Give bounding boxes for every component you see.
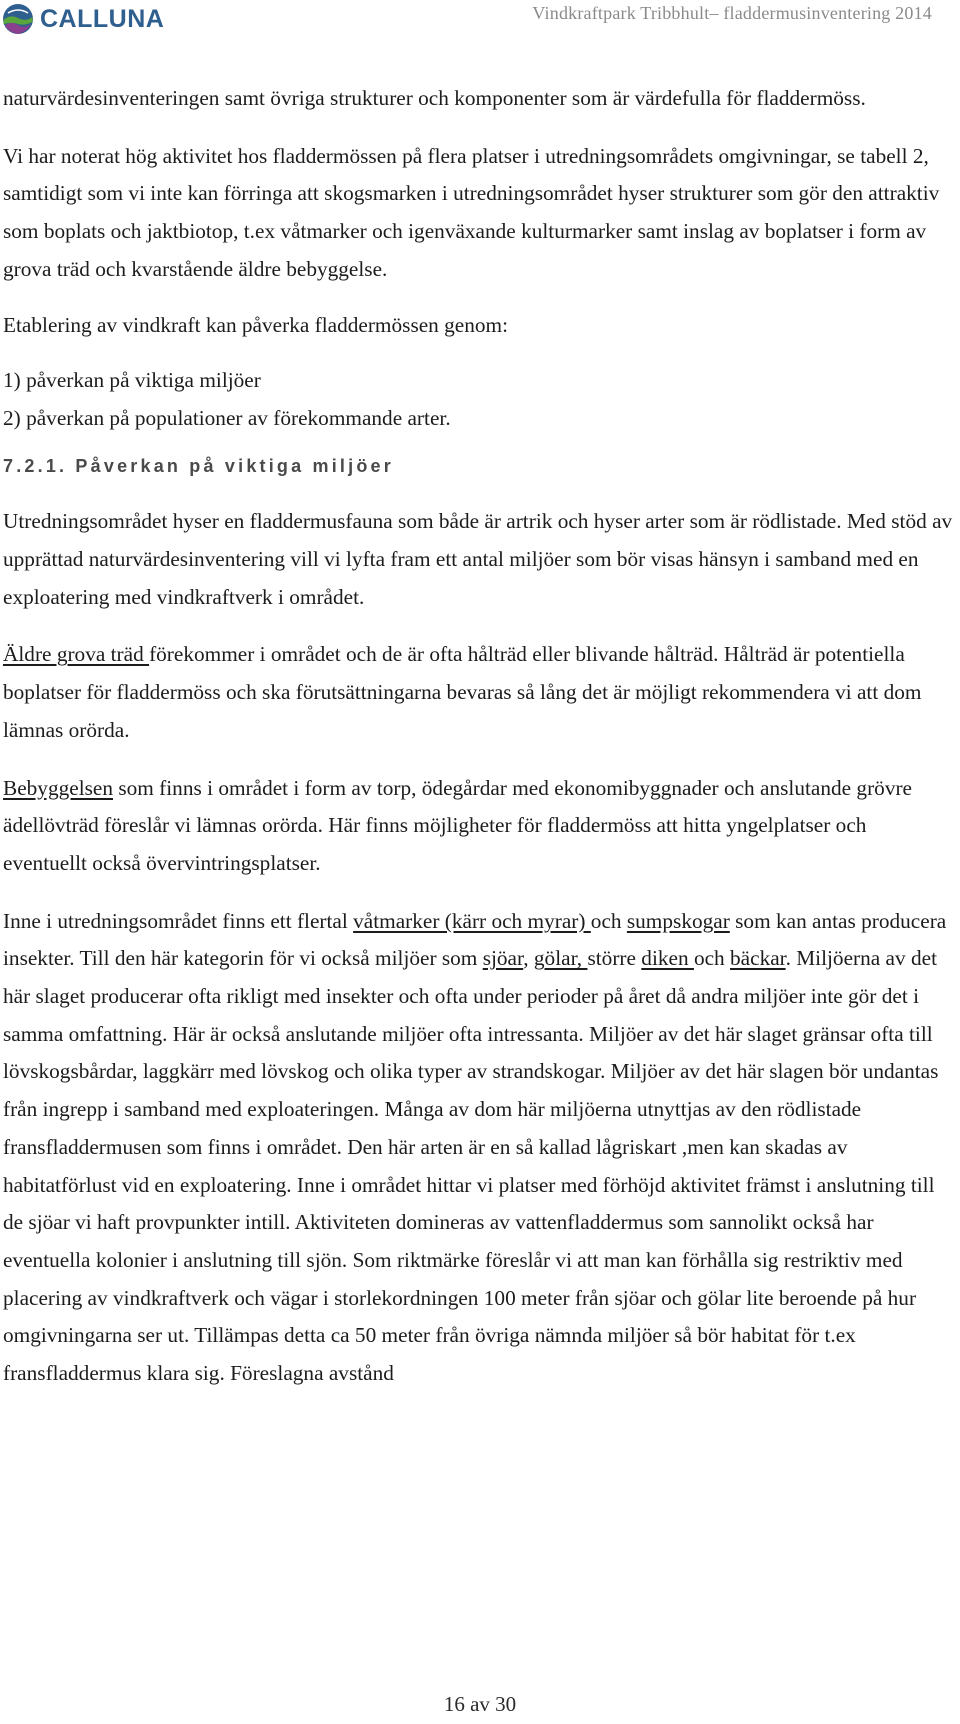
underlined-term-swamp-forests: sumpskogar — [626, 908, 730, 933]
underlined-term-ditches: diken — [641, 946, 694, 971]
page-number: 16 av 30 — [443, 1692, 517, 1716]
underlined-term-ponds: gölar, — [533, 946, 588, 971]
underlined-term-lakes: sjöar — [482, 946, 524, 971]
underlined-term-old-trees: Äldre grova träd — [3, 642, 150, 667]
calluna-logo — [2, 2, 164, 36]
underlined-term-buildings: Bebyggelsen — [3, 775, 114, 800]
paragraph-activity: Vi har noterat hög aktivitet hos fladdermössen på flera platser i utredningsområdets omgivningar, se tabell 2, samtidigt som vi inte kan förringa att skogsmarken i utredningsområdet hyser strukturer som gör den attraktiv som boplats och jaktbiotop, t.ex våtmarker och igenväxande kulturmarker samt inslag av boplatser i form av grova träd och kvarstående äldre bebyggelse. — [3, 143, 940, 281]
paragraph-buildings — [3, 770, 953, 883]
paragraph-old-trees-text: förekommer i området och de är ofta hålträd eller blivande hålträd. Hålträd är potentiella boplatser för fladdermöss och ska förutsättningarna bevaras så lång det är möjligt rekommendera vi att dom lämnas orörda. — [3, 642, 922, 742]
paragraph-fauna: Utredningsområdet hyser en fladdermusfauna som både är artrik och hyser arter som är rödlistade. Med stöd av upprättad naturvärdesinventering vill vi lyfta fram ett antal miljöer som bör visas hänsyn i samband med en exploatering med vindkraftverk i området. — [3, 509, 953, 609]
section-heading: 7.2.1. Påverkan på viktiga miljöer — [3, 455, 394, 476]
document-title: Vindkraftpark Tribbhult– fladdermusinventering 2014 — [532, 3, 932, 23]
wetlands-text-7: . Miljöerna av det här slaget producerar ofta rikligt med insekter och ofta under perioder på året då andra miljöer inte gör det i samma omfattning. Här är också anslutande miljöer ofta intressanta. Miljöer av det här slaget gränsar ofta till lövskogsbårdar, laggkärr med lövskog och olika typer av strandskogar. Miljöer av det här slagen bör undantas från ingrepp i samband med exploateringen. Många av dom här miljöerna utnyttjas av den rödlistade fransfladdermusen som finns i området. Den här arten är en så kallad lågriskart ,men kan skadas av habitatförlust vid en exploatering. Inne i området hittar vi platser med förhöjd aktivitet främst i anslutning till de sjöar vi haft provpunkter intill. Aktiviteten domineras av vattenfladdermus som sannolikt också har eventuella kolonier i anslutning till sjön. Som riktmärke föreslår vi att man kan förhålla sig restriktiv med placering av vindkraftverk och vägar i storlekordningen 100 meter från sjöar och gölar lite beroende på hur omgivningarna ser ut. Tillämpas detta ca 50 meter från övriga nämnda miljöer så bör habitat för t.ex fransfladdermus klara sig. Föreslagna avstånd — [3, 946, 939, 1386]
paragraph-old-trees — [3, 636, 953, 749]
list-item-1: 1) påverkan på viktiga miljöer — [3, 368, 261, 393]
page-content — [3, 80, 953, 1393]
paragraph-wetlands — [3, 903, 953, 1393]
wetlands-text-6: och — [693, 946, 731, 971]
wetlands-text-5: större — [587, 946, 642, 971]
wetlands-text-2: och — [590, 908, 627, 933]
paragraph-continuation: naturvärdesinventeringen samt övriga strukturer och komponenter som är värdefulla för fladdermöss. — [3, 86, 866, 110]
paragraph-buildings-text: som finns i området i form av torp, ödegårdar med ekonomibyggnader och anslutande grövre ädellövträd föreslår vi lämnas orörda. Här finns möjligheter för fladdermöss att hitta yngelplatser och eventuellt också övervintringsplatser. — [3, 775, 913, 875]
list-item-2: 2) påverkan på populationer av förekommande arter. — [3, 405, 451, 430]
underlined-term-wetlands: våtmarker (kärr och myrar) — [353, 908, 591, 933]
wetlands-text-3: som kan antas producera insekter. Till den här kategorin för vi också miljöer som — [3, 908, 947, 971]
calluna-logo-icon — [2, 3, 34, 35]
wetlands-text-4: , — [523, 946, 534, 971]
logo-text: CALLUNA — [40, 4, 165, 33]
page-header — [0, 0, 960, 40]
underlined-term-streams: bäckar — [730, 946, 786, 971]
wetlands-text-1: Inne i utredningsområdet finns ett flertal — [3, 908, 354, 933]
paragraph-impact-intro: Etablering av vindkraft kan påverka fladdermössen genom: — [3, 312, 509, 337]
